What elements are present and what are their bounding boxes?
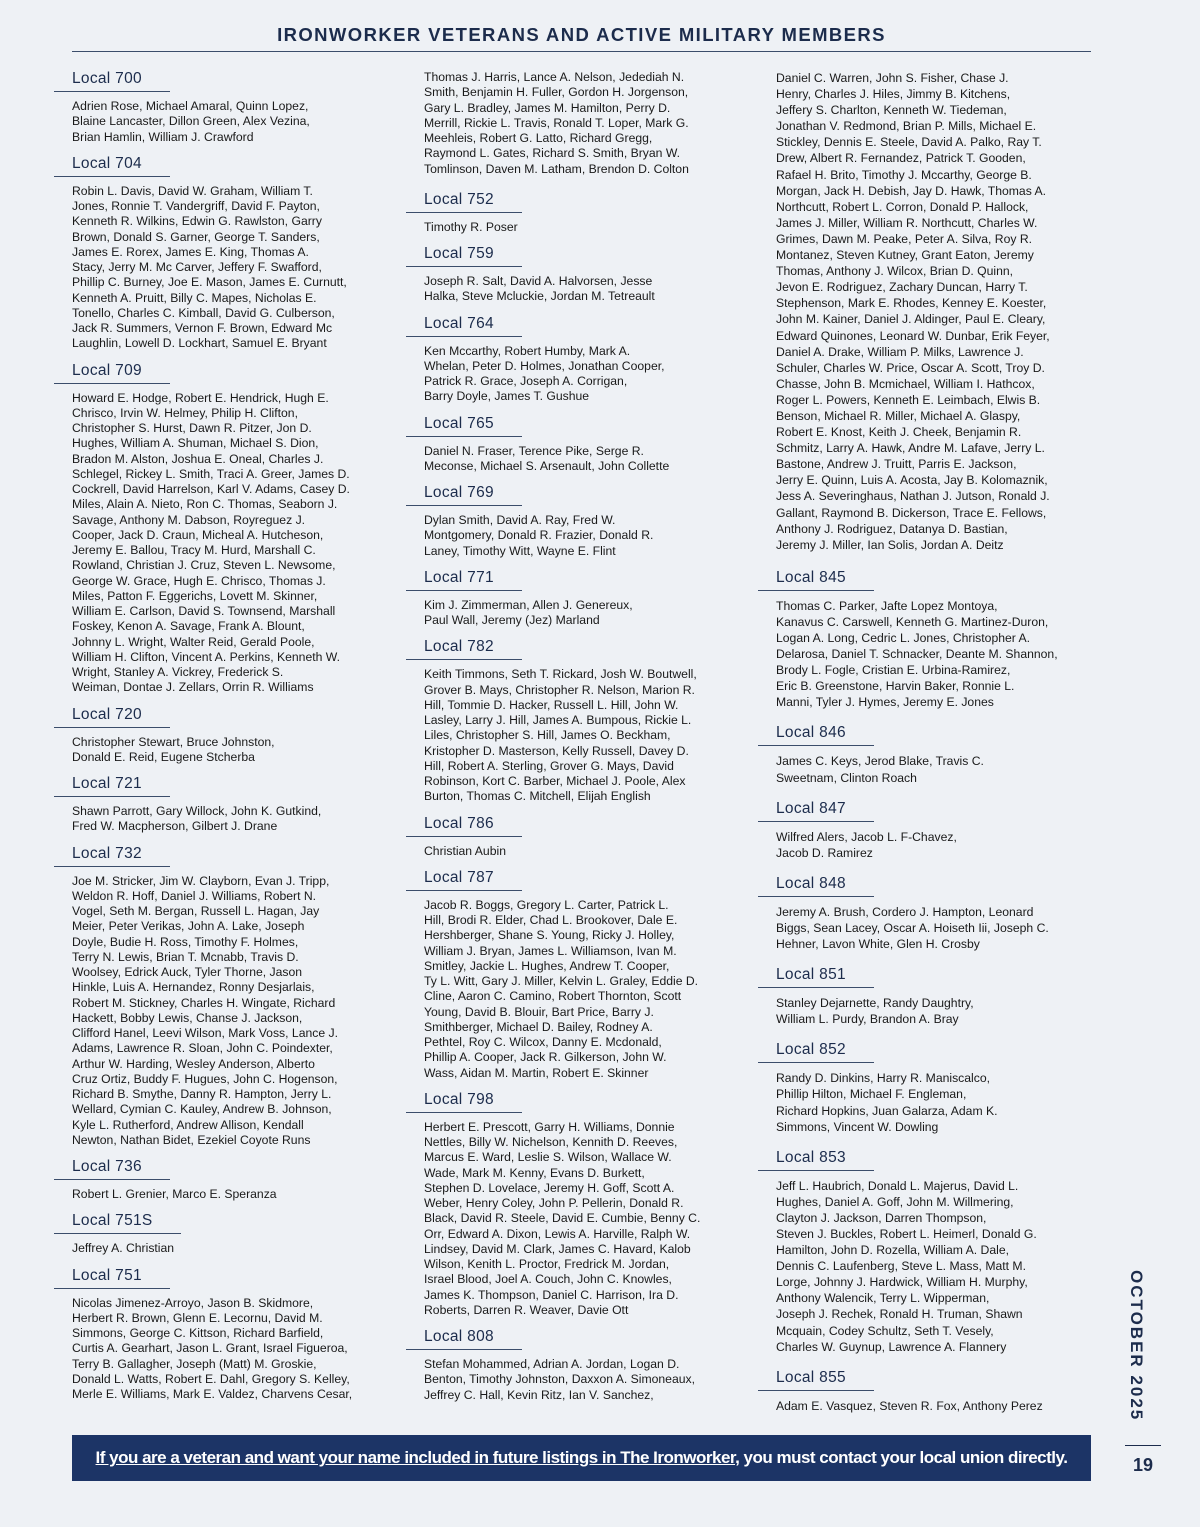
local-heading: Local 808 bbox=[406, 1328, 522, 1350]
local-section bbox=[54, 706, 399, 766]
local-heading: Local 720 bbox=[54, 706, 170, 728]
local-section bbox=[758, 1365, 1103, 1414]
local-section bbox=[406, 569, 751, 629]
local-section bbox=[406, 415, 751, 475]
member-names: Christian Aubin bbox=[424, 843, 506, 858]
member-names: Wilfred Alers, Jacob L. F-Chavez, Jacob D. Ramirez bbox=[776, 829, 957, 860]
local-heading: Local 845 bbox=[758, 569, 874, 591]
local-section bbox=[54, 845, 399, 1149]
member-names: Randy D. Dinkins, Harry R. Maniscalco, Phillip Hilton, Michael F. Engleman, Richard Hopkins, Juan Galarza, Adam K. Simmons, Vincent W. Dowling bbox=[776, 1071, 998, 1134]
local-heading: Local 709 bbox=[54, 362, 170, 384]
column-2 bbox=[406, 70, 751, 1413]
member-names: Kim J. Zimmerman, Allen J. Genereux, Paul Wall, Jeremy (Jez) Marland bbox=[424, 597, 633, 627]
page-number: 19 bbox=[1132, 1455, 1154, 1475]
member-names: Timothy R. Poser bbox=[424, 219, 518, 234]
local-heading: Local 700 bbox=[54, 70, 170, 92]
local-section bbox=[758, 1037, 1103, 1134]
local-heading: Local 721 bbox=[54, 775, 170, 797]
local-heading: Local 786 bbox=[406, 815, 522, 837]
local-heading: Local 847 bbox=[758, 800, 874, 822]
continued-names: Thomas J. Harris, Lance A. Nelson, Jedediah N. Smith, Benjamin H. Fuller, Gordon H. Jorgenson, Gary L. Bradley, James M. Hamilton, Perry D. Merrill, Rickie L. Travis, Ronald T. Loper, Mark G. Meehleis, Robert G. Latto, Richard Gregg, Raymond L. Gates, Richard S. Smith, Bryan W. Tomlinson, Daven M. Latham, Brendon D. Colton bbox=[424, 70, 689, 176]
local-section bbox=[406, 315, 751, 405]
local-heading: Local 852 bbox=[758, 1041, 874, 1063]
member-names: Joseph R. Salt, David A. Halvorsen, Jesse Halka, Steve Mcluckie, Jordan M. Tetreault bbox=[424, 274, 655, 304]
member-names: Robin L. Davis, David W. Graham, William T. Jones, Ronnie T. Vandergriff, David F. Payton, Kenneth R. Wilkins, Edwin G. Rawlston, Garry Brown, Donald S. Garner, George T. Sanders, James E. Rorex, James E. King, Thomas A. Stacy, Jerry M. Mc Carver, Jeffery F. Swafford, Phillip C. Burney, Joe E. Mason, James E. Curnutt, Kenneth A. Pruitt, Billy C. Mapes, Nicholas E. Tonello, Charles C. Kimball, David G. Culberson, Jack R. Summers, Vernon F. Brown, Edward Mc Laughlin, Lowell D. Lockhart, Samuel E. Bryant bbox=[72, 183, 347, 351]
member-names: Thomas C. Parker, Jafte Lopez Montoya, Kanavus C. Carswell, Kenneth G. Martinez-Duron, Logan A. Long, Cedric L. Jones, Christopher A. Delarosa, Daniel T. Schnacker, Deante M. Shannon, Brody L. Fogle, Cristian E. Urbina-Ramirez, Eric B. Greenstone, Harvin Baker, Ronnie L. Manni, Tyler J. Hymes, Jeremy E. Jones bbox=[776, 598, 1058, 710]
local-heading: Local 752 bbox=[406, 191, 522, 213]
member-names: Stefan Mohammed, Adrian A. Jordan, Logan D. Benton, Timothy Johnston, Daxxon A. Simoneaux, Jeffrey C. Hall, Kevin Ritz, Ian V. Sanchez, bbox=[424, 1357, 695, 1402]
local-section bbox=[406, 484, 751, 559]
member-names: Keith Timmons, Seth T. Rickard, Josh W. Boutwell, Grover B. Mays, Christopher R. Nelson, Marion R. Hill, Tommie D. Hacker, Russell L. Hill, John W. Lasley, Larry J. Hill, James A. Bumpous, Rickie L. Liles, Christopher S. Hill, James O. Beckham, Kristopher D. Masterson, Kelly Russell, Davey D. Hill, Robert A. Sterling, Grover G. Mays, David Robinson, Kort C. Barber, Michael J. Poole, Alex Burton, Thomas C. Mitchell, Elijah English bbox=[424, 667, 697, 804]
local-section bbox=[54, 1158, 399, 1202]
title-divider bbox=[72, 51, 1091, 52]
local-heading: Local 764 bbox=[406, 315, 522, 337]
local-section bbox=[54, 1212, 399, 1256]
member-names: Herbert E. Prescott, Garry H. Williams, Donnie Nettles, Billy W. Nichelson, Kennith D. Reeves, Marcus E. Ward, Leslie S. Wilson, Wallace W. Wade, Mark M. Kenny, Evans D. Burkett, Stephen D. Lovelace, Jeremy H. Goff, Scott A. Weber, Henry Coley, John P. Pellerin, Donald R. Black, David R. Steele, David E. Cumbie, Benny C. Orr, Edward A. Dixon, Lewis A. Harville, Ralph W. Lindsey, David M. Clark, James C. Havard, Kalob Wilson, Kenith L. Proctor, Fredrick M. Jordan, Israel Blood, Joel A. Couch, John C. Knowles, James K. Thompson, Daniel C. Harrison, Ira D. Roberts, Darren R. Weaver, Davie Ott bbox=[424, 1119, 701, 1317]
local-heading: Local 855 bbox=[758, 1369, 874, 1391]
local-heading: Local 771 bbox=[406, 569, 522, 591]
local-section bbox=[54, 362, 399, 696]
local-heading: Local 853 bbox=[758, 1149, 874, 1171]
local-heading: Local 848 bbox=[758, 875, 874, 897]
local-section bbox=[54, 775, 399, 835]
member-names: Shawn Parrott, Gary Willock, John K. Gutkind, Fred W. Macpherson, Gilbert J. Drane bbox=[72, 804, 322, 834]
local-heading: Local 769 bbox=[406, 484, 522, 506]
member-names: Jeff L. Haubrich, Donald L. Majerus, David L. Hughes, Daniel A. Goff, John M. Willmering, Clayton J. Jackson, Darren Thompson, Steven J. Buckles, Robert L. Heimerl, Donald G. Hamilton, John D. Rozella, William A. Dale, Dennis C. Laufenberg, Steve L. Mass, Matt M. Lorge, Johnny J. Hardwick, William H. Murphy, Anthony Walencik, Terry L. Wipperman, Joseph J. Rechek, Ronald H. Truman, Shawn Mcquain, Codey Schultz, Seth T. Vesely, Charles W. Guynup, Lawrence A. Flannery bbox=[776, 1178, 1037, 1354]
member-names: Daniel N. Fraser, Terence Pike, Serge R. Meconse, Michael S. Arsenault, John Collette bbox=[424, 443, 670, 473]
local-section bbox=[406, 869, 751, 1081]
local-section bbox=[54, 1267, 399, 1403]
member-names: Joe M. Stricker, Jim W. Clayborn, Evan J. Tripp, Weldon R. Hoff, Daniel J. Williams, Robert N. Vogel, Seth M. Bergan, Russell L. Hagan, Jay Meier, Peter Verikas, John A. Lake, Joseph Doyle, Budie H. Ross, Timothy F. Holmes, Terry N. Lewis, Brian T. Mcnabb, Travis D. Woolsey, Edrick Auck, Tyler Thorne, Jason Hinkle, Luis A. Hernandez, Ronny Desjarlais, Robert M. Stickney, Charles H. Wingate, Richard Hackett, Bobby Lewis, Chanse J. Jackson, Clifford Hanel, Leevi Wilson, Mark Voss, Lance J. Adams, Lawrence R. Sloan, John C. Poindexter, Arthur W. Harding, Wesley Anderson, Alberto Cruz Ortiz, Buddy F. Hugues, John C. Hogenson, Richard B. Smythe, Danny R. Hampton, Jerry L. Wellard, Cymian C. Kauley, Andrew B. Johnson, Kyle L. Rutherford, Andrew Allison, Kendall Newton, Nathan Bidet, Ezekiel Coyote Runs bbox=[72, 873, 338, 1147]
member-names: Howard E. Hodge, Robert E. Hendrick, Hugh E. Chrisco, Irvin W. Helmey, Philip H. Clifton, Christopher S. Hurst, Dawn R. Pitzer, Jon D. Hughes, William A. Shuman, Michael S. Dion, Bradon M. Alston, Joshua E. Oneal, Charles J. Schlegel, Rickey L. Smith, Traci A. Greer, James D. Cockrell, David Harrelson, Karl V. Adams, Casey D. Miles, Alain A. Nieto, Ron C. Thomas, Seaborn J. Savage, Anthony M. Dabson, Royreguez J. Cooper, Jack D. Craun, Micheal A. Hutcheson, Jeremy E. Ballou, Tracy M. Hurd, Marshall C. Rowland, Christian J. Cruz, Steven L. Newsome, George W. Grace, Hugh E. Chrisco, Thomas J. Miles, Patton F. Eggerichs, Lovett M. Skinner, William E. Carlson, David S. Townsend, Marshall Foskey, Kenon A. Savage, Frank A. Blount, Johnny L. Wright, Walter Reid, Gerald Poole, William H. Clifton, Vincent A. Perkins, Kenneth W. Wright, Stanley A. Vickrey, Frederick S. Weiman, Dontae J. Zellars, Orrin R. Williams bbox=[72, 390, 350, 695]
local-section bbox=[758, 720, 1103, 785]
local-heading: Local 798 bbox=[406, 1091, 522, 1113]
local-heading: Local 782 bbox=[406, 638, 522, 660]
local-heading: Local 759 bbox=[406, 245, 522, 267]
local-heading: Local 736 bbox=[54, 1158, 170, 1180]
local-heading: Local 751S bbox=[54, 1212, 181, 1234]
local-heading: Local 732 bbox=[54, 845, 170, 867]
local-heading: Local 851 bbox=[758, 966, 874, 988]
local-heading: Local 846 bbox=[758, 724, 874, 746]
member-names: Stanley Dejarnette, Randy Daughtry, William L. Purdy, Brandon A. Bray bbox=[776, 996, 974, 1027]
local-section bbox=[54, 70, 399, 145]
member-names: Adrien Rose, Michael Amaral, Quinn Lopez, Blaine Lancaster, Dillon Green, Alex Vezina, Brian Hamlin, William J. Crawford bbox=[72, 99, 310, 144]
banner-underlined-text: If you are a veteran and want your name included in future listings in The Ironworker, bbox=[95, 1448, 740, 1467]
member-names: Dylan Smith, David A. Ray, Fred W. Montgomery, Donald R. Frazier, Donald R. Laney, Timothy Witt, Wayne E. Flint bbox=[424, 513, 654, 558]
issue-date: OCTOBER 2025 bbox=[1127, 1270, 1146, 1422]
local-section bbox=[406, 1091, 751, 1318]
local-heading: Local 787 bbox=[406, 869, 522, 891]
local-heading: Local 751 bbox=[54, 1267, 170, 1289]
local-section bbox=[406, 245, 751, 305]
banner-text: you must contact your local union directly. bbox=[739, 1448, 1068, 1467]
local-section bbox=[406, 638, 751, 804]
local-section bbox=[758, 962, 1103, 1027]
local-section bbox=[406, 191, 751, 235]
local-section bbox=[406, 1328, 751, 1403]
local-section bbox=[406, 815, 751, 859]
continued-names: Daniel C. Warren, John S. Fisher, Chase J. Henry, Charles J. Hiles, Jimmy B. Kitchens, Jeffery S. Charlton, Kenneth W. Tiedeman, Jonathan V. Redmond, Brian P. Mills, Michael E. Stickley, Dennis E. Steele, David A. Palko, Ray T. Drew, Albert R. Fernandez, Patrick T. Gooden, Rafael H. Brito, Timothy J. Mccarthy, George B. Morgan, Jack H. Debish, Jay D. Hawk, Thomas A. Northcutt, Robert L. Corron, Donald P. Hallock, James J. Miller, William R. Northcutt, Charles W. Grimes, Dawn M. Peake, Peter A. Silva, Roy R. Montanez, Steven Kutney, Grant Eaton, Jeremy Thomas, Anthony J. Wilcox, Brian D. Quinn, Jevon E. Rodriguez, Zachary Duncan, Harry T. Stephenson, Mark E. Rhodes, Kenney E. Koester, John M. Kainer, Daniel J. Aldinger, Paul E. Cleary, Edward Quinones, Leonard W. Dunbar, Erik Feyer, Daniel A. Drake, William P. Milks, Lawrence J. Schuler, Charles W. Price, Oscar A. Scott, Troy D. Chasse, John B. Mcmichael, William I. Hathcox, Roger L. Powers, Kenneth E. Leimbach, Elwis B. Benson, Michael R. Miller, Michael A. Glaspy, Robert E. Knost, Keith J. Cheek, Benjamin R. Schmitz, Larry A. Hawk, Andre M. Lafave, Jerry L. Bastone, Andrew J. Truitt, Parris E. Jackson, Jerry E. Quinn, Luis A. Acosta, Jay B. Kolomaznik, Jess A. Severinghaus, Nathan J. Jutson, Ronald J. Gallant, Raymond B. Dickerson, Trace E. Fellows, Anthony J. Rodriguez, Datanya D. Bastian, Jeremy J. Miller, Ian Solis, Jordan A. Deitz bbox=[776, 71, 1050, 552]
member-names: Jeremy A. Brush, Cordero J. Hampton, Leonard Biggs, Sean Lacey, Oscar A. Hoiseth Iii, Joseph C. Hehner, Lavon White, Glen H. Crosby bbox=[776, 904, 1049, 952]
page-title: IRONWORKER VETERANS AND ACTIVE MILITARY MEMBERS bbox=[277, 24, 886, 45]
member-names: Nicolas Jimenez-Arroyo, Jason B. Skidmore, Herbert R. Brown, Glenn E. Lecornu, David M. Simmons, George C. Kittson, Richard Barfield, Curtis A. Gearhart, Jason L. Grant, Israel Figueroa, Terry B. Gallagher, Joseph (Matt) M. Groskie, Donald L. Watts, Robert E. Dahl, Gregory S. Kelley, Merle E. Williams, Mark E. Valdez, Charvens Cesar, bbox=[72, 1295, 353, 1401]
member-names: Christopher Stewart, Bruce Johnston, Donald E. Reid, Eugene Stcherba bbox=[72, 734, 275, 764]
local-section bbox=[758, 871, 1103, 952]
local-section bbox=[54, 155, 399, 352]
member-names: Jeffrey A. Christian bbox=[72, 1241, 175, 1256]
member-names: James C. Keys, Jerod Blake, Travis C. Sweetnam, Clinton Roach bbox=[776, 754, 984, 785]
member-names: Adam E. Vasquez, Steven R. Fox, Anthony Perez bbox=[776, 1398, 1043, 1413]
local-section bbox=[758, 1145, 1103, 1355]
local-section bbox=[758, 565, 1103, 711]
member-names: Jacob R. Boggs, Gregory L. Carter, Patrick L. Hill, Brodi R. Elder, Chad L. Brookover, Dale E. Hershberger, Shane S. Young, Ricky J. Holley, William J. Bryan, James L. Williamson, Ivan M. Smitley, Jackie L. Hughes, Andrew T. Cooper, Ty L. Witt, Gary J. Miller, Kelvin L. Graley, Eddie D. Cline, Aaron C. Camino, Robert Thornton, Scott Young, David B. Blouir, Bart Price, Barry J. Smithberger, Michael D. Bailey, Rodney A. Pethtel, Roy C. Wilcox, Danny E. Mcdonald, Phillip A. Cooper, Jack R. Gilkerson, John W. Wass, Aidan M. Martin, Robert E. Skinner bbox=[424, 897, 699, 1080]
local-heading: Local 704 bbox=[54, 155, 170, 177]
local-heading: Local 765 bbox=[406, 415, 522, 437]
page-number-divider bbox=[1125, 1445, 1161, 1446]
local-section bbox=[758, 796, 1103, 861]
member-names: Robert L. Grenier, Marco E. Speranza bbox=[72, 1187, 277, 1201]
column-1 bbox=[54, 70, 399, 1412]
contact-banner bbox=[72, 1435, 1091, 1481]
column-3 bbox=[758, 70, 1103, 1424]
member-names: Ken Mccarthy, Robert Humby, Mark A. Whelan, Peter D. Holmes, Jonathan Cooper, Patrick R. Grace, Joseph A. Corrigan, Barry Doyle, James T. Gushue bbox=[424, 343, 665, 404]
